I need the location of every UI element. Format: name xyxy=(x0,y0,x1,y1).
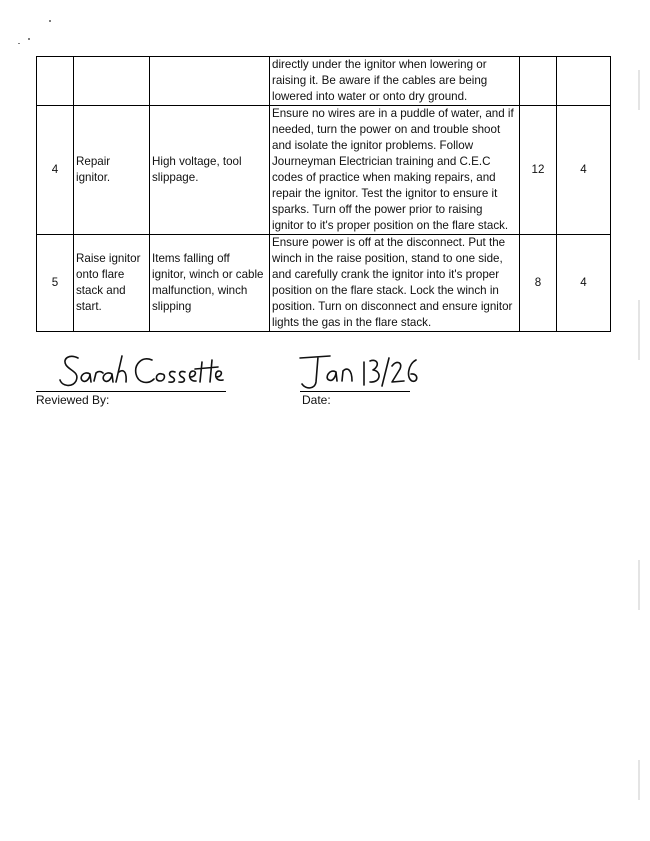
date-line xyxy=(300,391,410,392)
step-number-cell xyxy=(37,57,74,106)
risk-score-cell: 8 xyxy=(520,235,557,332)
risk-score-cell xyxy=(520,57,557,106)
scan-speck xyxy=(18,43,20,44)
job-step-cell: Repair ignitor. xyxy=(74,106,150,235)
scan-edge-mark xyxy=(638,760,640,800)
table-row xyxy=(37,106,611,235)
reviewed-by-label: Reviewed By: xyxy=(36,393,110,407)
scan-speck xyxy=(49,20,51,22)
table-row xyxy=(37,57,611,106)
controls-cell: Ensure no wires are in a puddle of water, and if needed, turn the power on and trouble shoot and isolate the ignitor problems. Follow Journeyman Electrician training and C.E.C codes of practice when making repairs, and repair the ignitor. Test the ignitor to ensure it sparks. Turn off the power prior to raising ignitor to it's proper position on the flare stack. xyxy=(270,106,520,235)
step-number-cell: 4 xyxy=(37,106,74,235)
scan-edge-mark xyxy=(638,560,640,610)
table-row xyxy=(37,235,611,332)
risk-score-cell: 12 xyxy=(520,106,557,235)
controls-cell: directly under the ignitor when lowering or raising it. Be aware if the cables are being lowered into water or onto dry ground. xyxy=(270,57,520,106)
handwritten-date xyxy=(296,352,426,394)
hazards-cell xyxy=(150,57,270,106)
reviewer-signature xyxy=(56,350,236,395)
reviewer-signature-line xyxy=(36,391,226,392)
controls-cell: Ensure power is off at the disconnect. Put the winch in the raise position, stand to one side, and carefully crank the ignitor into it's proper position on the flare stack. Lock the winch in position. Turn on disconnect and ensure ignitor lights the gas in the flare stack. xyxy=(270,235,520,332)
scan-edge-mark xyxy=(638,300,640,360)
job-step-cell: Raise ignitor onto flare stack and start. xyxy=(74,235,150,332)
scan-speck xyxy=(28,38,30,40)
date-label: Date: xyxy=(302,393,331,407)
hazard-assessment-table xyxy=(36,56,611,332)
scan-edge-mark xyxy=(638,70,640,110)
step-number-cell: 5 xyxy=(37,235,74,332)
residual-risk-cell: 4 xyxy=(557,235,611,332)
hazards-cell: Items falling off ignitor, winch or cable malfunction, winch slipping xyxy=(150,235,270,332)
residual-risk-cell xyxy=(557,57,611,106)
residual-risk-cell: 4 xyxy=(557,106,611,235)
hazards-cell: High voltage, tool slippage. xyxy=(150,106,270,235)
job-step-cell xyxy=(74,57,150,106)
